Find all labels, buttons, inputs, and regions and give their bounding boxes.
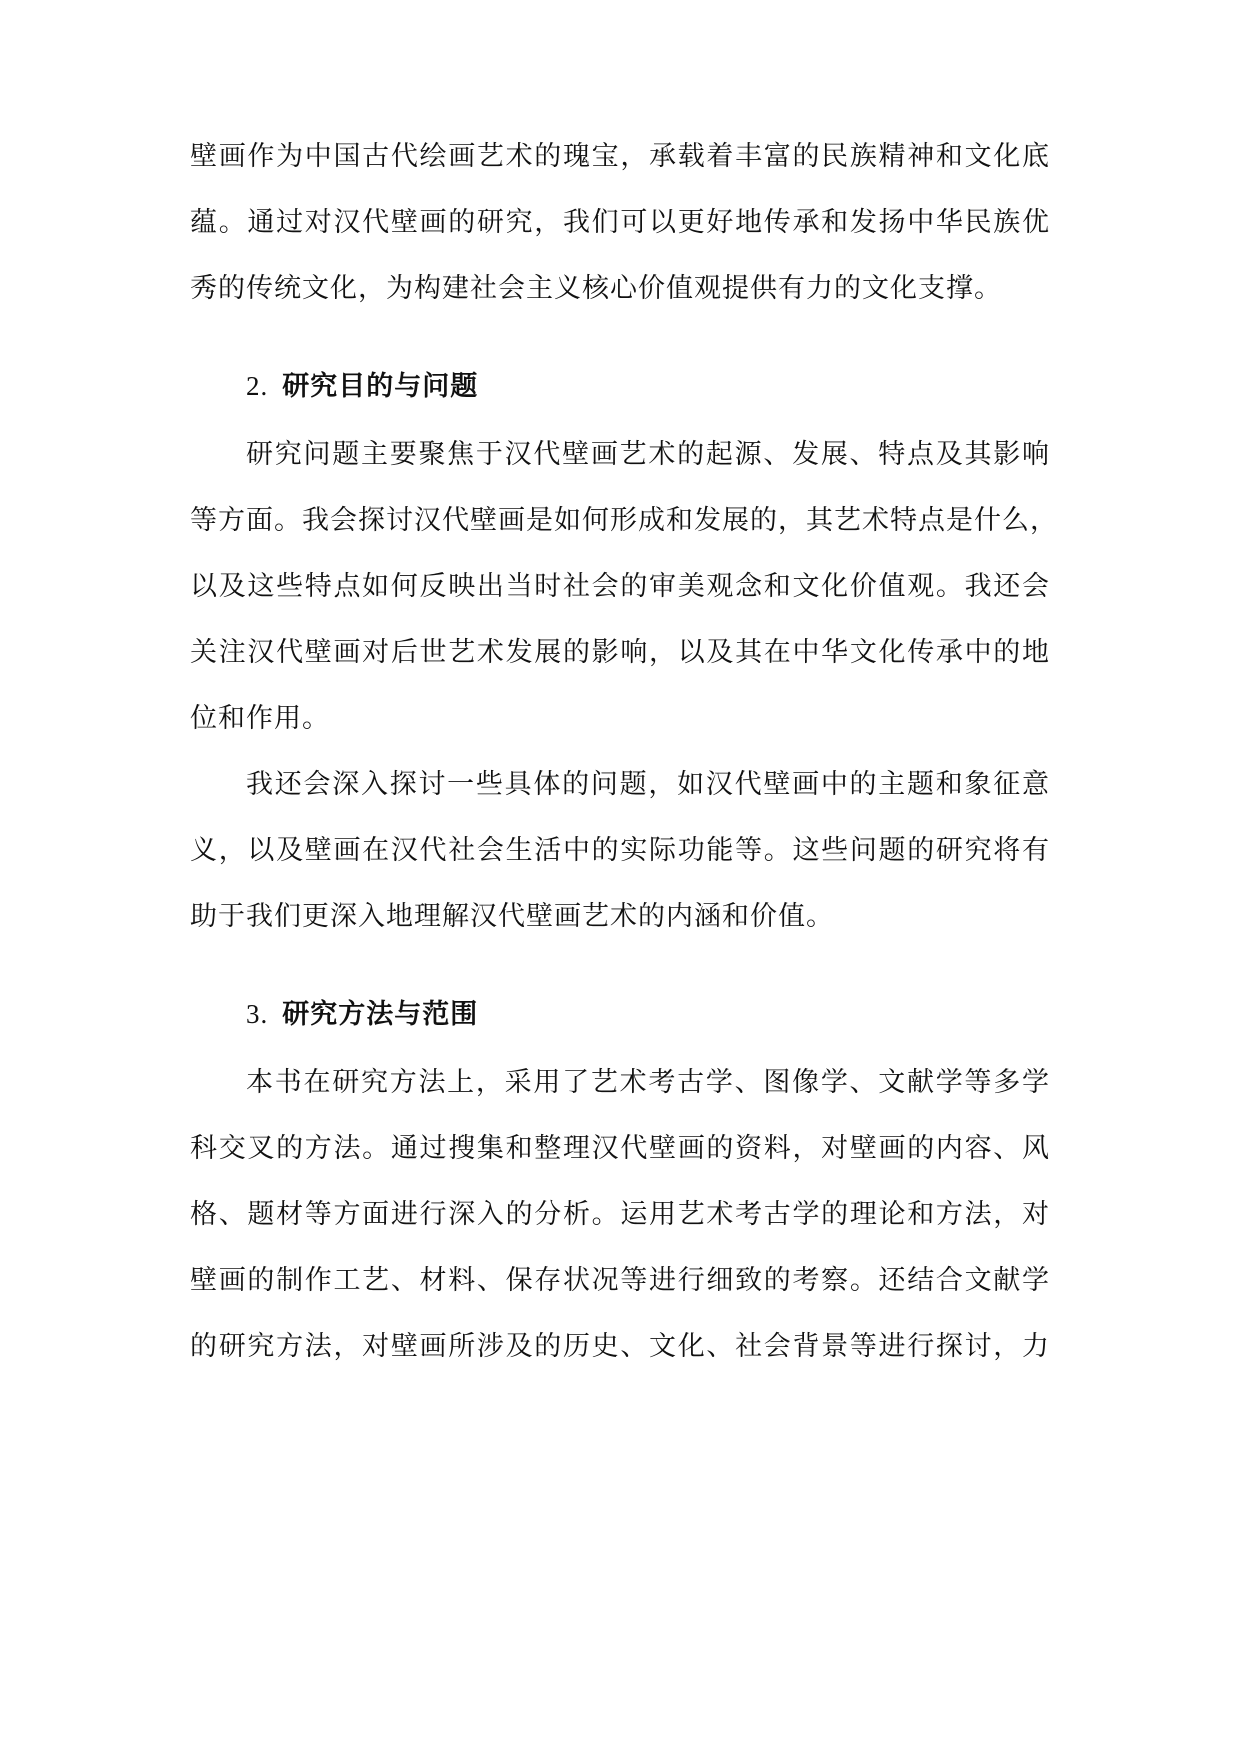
section-2-p1-line-1: 研究问题主要聚焦于汉代壁画艺术的起源、发展、特点及其影响 — [246, 439, 1050, 470]
section-2-p2-line-2: 义，以及壁画在汉代社会生活中的实际功能等。这些问题的研究将有 — [190, 835, 1050, 866]
section-2-p2-line-1: 我还会深入探讨一些具体的问题，如汉代壁画中的主题和象征意 — [246, 769, 1050, 800]
section-2-number: 2. — [246, 371, 269, 401]
section-2-p1-line-5: 位和作用。 — [190, 703, 330, 734]
section-3-p1-line-2: 科交叉的方法。通过搜集和整理汉代壁画的资料，对壁画的内容、风 — [190, 1133, 1050, 1164]
section-3-p1-line-5: 的研究方法，对壁画所涉及的历史、文化、社会背景等进行探讨，力 — [190, 1331, 1050, 1362]
section-3-number: 3. — [246, 999, 269, 1029]
intro-line-1: 壁画作为中国古代绘画艺术的瑰宝，承载着丰富的民族精神和文化底 — [190, 141, 1050, 172]
section-3-p1-line-1: 本书在研究方法上，采用了艺术考古学、图像学、文献学等多学 — [246, 1067, 1050, 1098]
section-2-heading — [246, 366, 478, 407]
section-3-p1-line-3: 格、题材等方面进行深入的分析。运用艺术考古学的理论和方法，对 — [190, 1199, 1050, 1230]
section-2-p1-line-4: 关注汉代壁画对后世艺术发展的影响，以及其在中华文化传承中的地 — [190, 637, 1050, 668]
intro-line-3: 秀的传统文化，为构建社会主义核心价值观提供有力的文化支撑。 — [190, 273, 1002, 304]
section-3-title: 研究方法与范围 — [282, 999, 479, 1030]
section-2-p2-line-3: 助于我们更深入地理解汉代壁画艺术的内涵和价值。 — [190, 901, 834, 932]
section-3-heading — [246, 994, 478, 1035]
section-2-p1-line-2: 等方面。我会探讨汉代壁画是如何形成和发展的，其艺术特点是什么， — [190, 505, 1058, 536]
section-2-title: 研究目的与问题 — [282, 371, 479, 402]
intro-line-2: 蕴。通过对汉代壁画的研究，我们可以更好地传承和发扬中华民族优 — [190, 207, 1050, 238]
section-3-p1-line-4: 壁画的制作工艺、材料、保存状况等进行细致的考察。还结合文献学 — [190, 1265, 1050, 1296]
section-2-p1-line-3: 以及这些特点如何反映出当时社会的审美观念和文化价值观。我还会 — [190, 571, 1050, 602]
